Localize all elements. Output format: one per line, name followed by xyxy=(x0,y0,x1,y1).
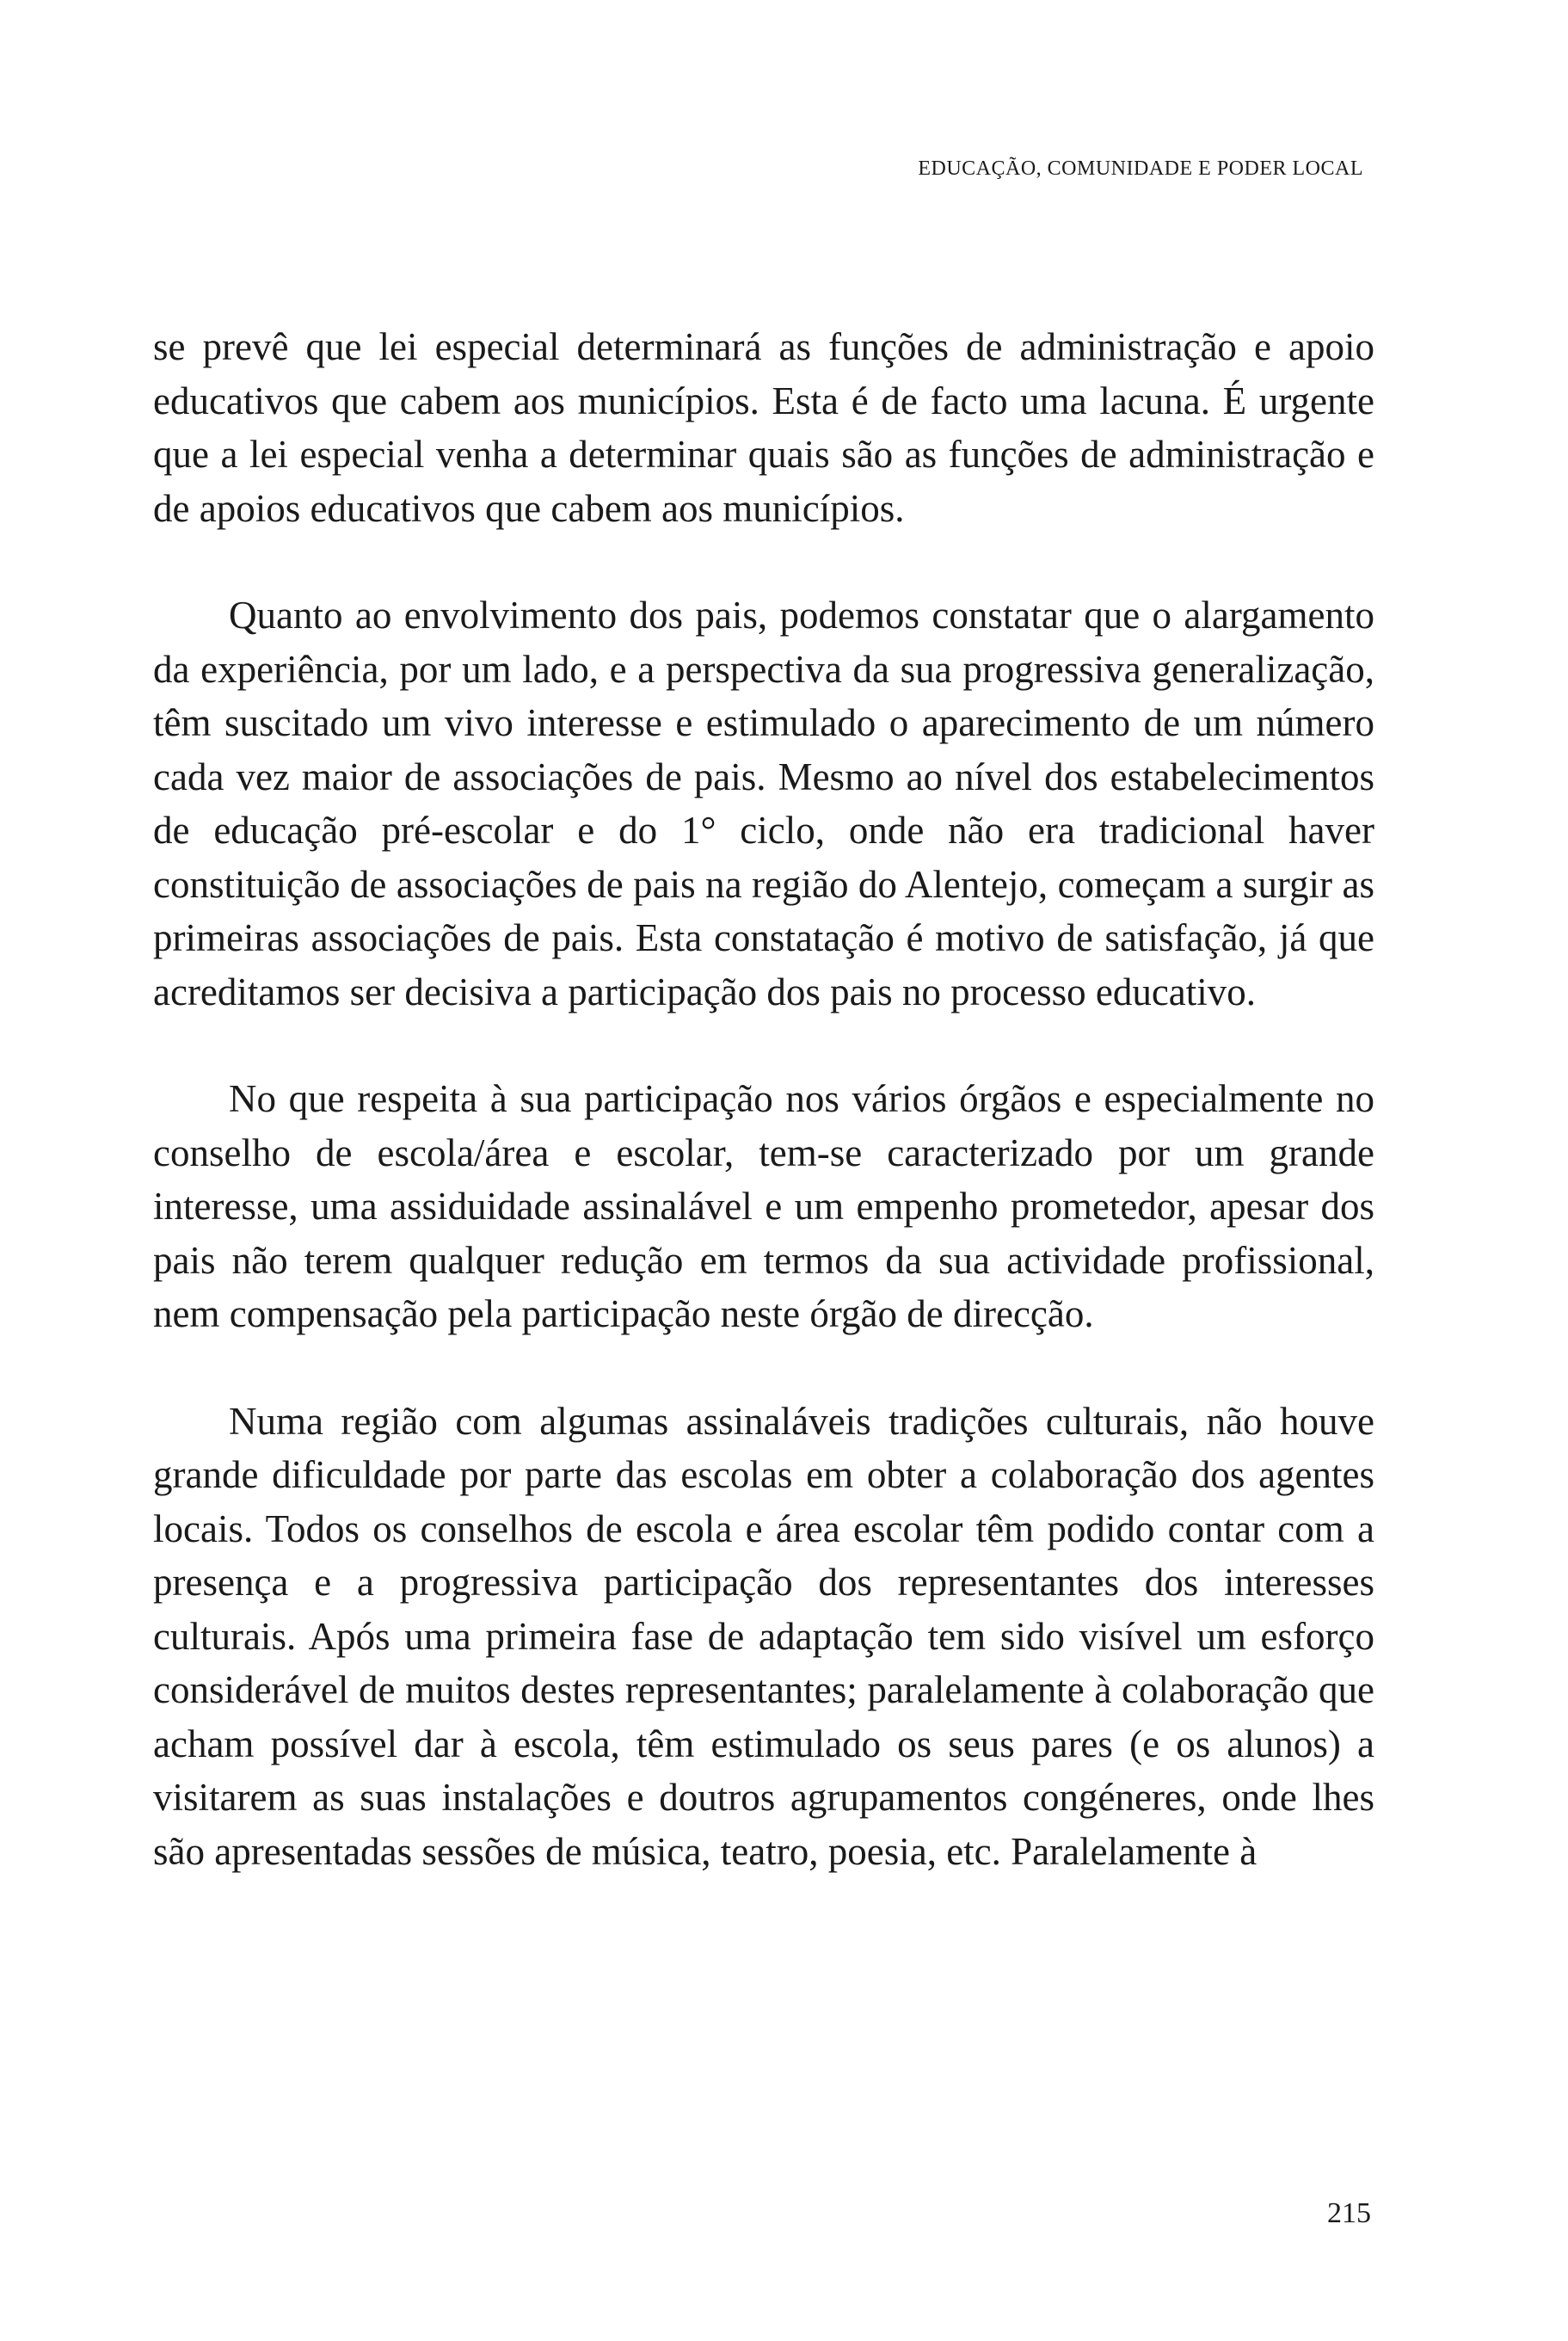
body-text xyxy=(153,320,1374,1878)
page-number: 215 xyxy=(1327,2197,1371,2229)
paragraph-continued: se prevê que lei especial determinará as funções de administração e apoio educativos que cabem aos municípios. Esta é de facto uma lacuna. É urgente que a lei especial venha a determinar quais são as funções de administração e de apoios educativos que cabem aos municípios. xyxy=(153,325,1374,530)
paragraph-council-participation: No que respeita à sua participação nos vários órgãos e especialmente no conselho de escola/área e escolar, tem-se caracterizado por um grande interesse, uma assiduidade assinalável e um empenho prometedor, apesar dos pais não terem qualquer redução em termos da sua actividade profissional, nem compensação pela participação neste órgão de direcção. xyxy=(153,1077,1374,1335)
paragraph-parents-involvement: Quanto ao envolvimento dos pais, podemos constatar que o alargamento da experiência, por um lado, e a perspectiva da sua progressiva generalização, têm suscitado um vivo interesse e estimulado o aparecimento de um número cada vez maior de associações de pais. Mesmo ao nível dos estabelecimentos de educação pré-escolar e do 1° ciclo, onde não era tradicional haver constituição de associações de pais na região do Alentejo, começam a surgir as primeiras associações de pais. Esta constatação é motivo de satisfação, já que acreditamos ser decisiva a participação dos pais no processo educativo. xyxy=(153,594,1374,1013)
running-header: EDUCAÇÃO, COMUNIDADE E PODER LOCAL xyxy=(918,157,1363,180)
paragraph-cultural-traditions: Numa região com algumas assinaláveis tradições culturais, não houve grande dificuldade por parte das escolas em obter a colaboração dos agentes locais. Todos os conselhos de escola e área escolar têm podido contar com a presença e a progressiva participação dos representantes dos interesses culturais. Após uma primeira fase de adaptação tem sido visível um esforço considerável de muitos destes representantes; paralelamente à colaboração que acham possível dar à escola, têm estimulado os seus pares (e os alunos) a visitarem as suas instalações e doutros agrupamentos congéneres, onde lhes são apresentadas sessões de música, teatro, poesia, etc. Paralelamente à xyxy=(153,1399,1374,1873)
